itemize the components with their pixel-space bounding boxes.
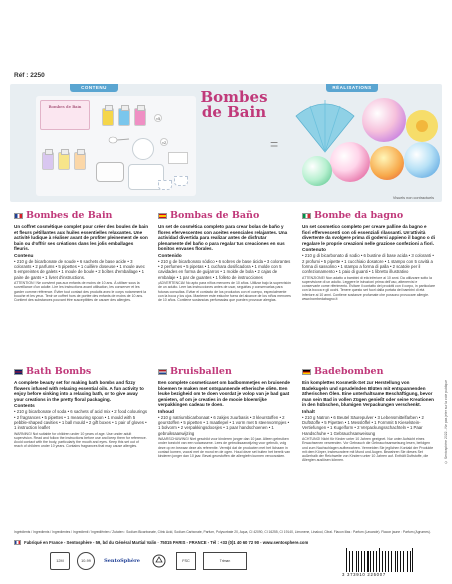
fragrance-bottle-lilac: [42, 152, 54, 170]
contents-en: • 210 g bicarbonate of soda • 6 sachets of acid mix • 2 food colourings • 2 fragrances • 5 pipettes • 1 measuring spoon • 1 mould with 5 pebble-shaped cavities • 1 ball mould • 2 gift boxes • 1 pair of gloves • 1 instruction leaflet: [14, 409, 148, 430]
sentosphere-logo: SentoSphère: [104, 558, 140, 564]
intro-fr: Un coffret cosmétique complet pour créer des boules de bain et fleurs pétillantes aux huiles essentielles relaxantes. Une activité ludique à réaliser avant de profiter pleinement de son bain ou d'offrir ses créations dans les jolis emballages fleuris.: [14, 224, 149, 252]
equals-sign: =: [270, 136, 279, 152]
intro-de: Ein komplettes Kosmetik-Set zur Herstellung von Badekugeln und sprudelnden Blüten mit entspannenden ätherischen Ölen. Eine unterhaltsame Beschäftigung, bevor man sein Bad in vollen Zügen genießt oder seine Kreationen in den hübschen, blumigen Verpackungen verschenkt.: [302, 380, 434, 408]
france-flag-icon: [14, 540, 21, 545]
triman-logo: Triman: [203, 552, 247, 570]
side-copyright: © Sentosphère 2022 - Ne pas jeter sur la voie publique: [444, 380, 448, 465]
contents-it: • 210 g di bicarbonato di sodio • 6 bustine di base acida • 3 coloranti • 2 profumi • 5 pipette • 1 cucchiaio dosatore • 1 stampo con 5 cavità a forma di sassolino • 1 stampo a forma di palla • 2 scatole per il confezionamento • 1 paio di guanti • 1 libretto illustrativo: [302, 253, 434, 274]
fragrance-bottle-yellow: [58, 152, 70, 170]
contents-de: • 210 g Natron • 6 Beutel Säurepulver • 3 Lebensmittelfarben • 2 Duftstoffe • 5 Pipetten • 1 Messlöffel • 1 Formmit 5 Kieselstein-Vertiefungen • 1 Kugelform • 2 Verpackungsschachteln • 1 Paar Handschuhe • 1 Gebrauchsanweisung: [302, 414, 424, 436]
product-box-label: Bombes de Bain: [48, 104, 82, 109]
realisations-label: RÉALISATIONS: [326, 84, 378, 92]
badge-x2: ×2: [161, 140, 167, 145]
banner-title: [194, 90, 274, 120]
column-german: [302, 366, 436, 463]
colorant-bottle-blue: [118, 108, 130, 126]
column-spanish: [158, 210, 292, 302]
fragrance-bottle-orange: [74, 152, 86, 170]
age-10-99-icon: 10-99: [77, 552, 95, 570]
warning-it: ATTENZIONE! Non adatto a bambini di età inferiore ai 10 anni. Da utilizzare sotto la supervisione di un adulto. Leggere le istruzioni prima dell'uso, attenervisi e conservarle come riferimento. Evitare il contatto dei prodotti con il corpo, in particolare con la bocca e gli occhi. Tenere questo set fuori dalla portata dei bambini di età inferiore ai 10 anni. Contiene sostanze profumate che possono provocare allergie. www.bombedabagno.it: [302, 275, 436, 301]
warning-nl: WAARSCHUWING! Niet geschikt voor kinderen jonger dan 10 jaar. Alleen gebruiken onder toezicht van een volwassene. Lees de gebruiksaanwijzing voor gebruik, volg deze op en bewaar deze als referentie. Vermijd dat de producten met het lichaam in contact komen, vooral met de mond en de ogen. Houd deze set buiten het bereik van kinderen jonger dan 10 jaar. Bevat geurstoffen die allergieën kunnen veroorzaken.: [158, 437, 291, 459]
contents-label: CONTENU: [70, 84, 118, 92]
flag-de-icon: [302, 369, 311, 375]
measuring-spoon-icon: [108, 134, 130, 146]
contents-nl: • 210 g natriumbicarbonaat • 6 zakjes zuurbasis • 3 kleurstoffen • 2 geurstoffen • 5 pipetten • 1 maatlepel • 1 vorm met 5 steenvormpjes • 1 bolvorm • 2 verpakkingsdoosjes • 1 paar handschoenen • 1 gebruiksaanwijzing: [158, 414, 290, 436]
gift-box-image-2: [158, 180, 172, 190]
column-title-fr: Bombes de Bain: [14, 210, 148, 221]
product-banner: [10, 84, 442, 202]
barcode: [346, 548, 424, 572]
recycle-icon: [149, 552, 169, 570]
warning-de: ACHTUNG! Nicht für Kinder unter 10 Jahren geeignet. Nur unter Aufsicht eines Erwachsenen verwenden. Vor Gebrauch die Gebrauchsanweisung lesen, befolgen und zum Nachschlagen aufbewahren. Vermeiden Sie jeglichen Kontakt der Produkte mit dem Körper, insbesondere mit Mund und Augen. Bewahren Sie dieses Set außerhalb der Reichweite von Kindern unter 10 Jahren auf. Enthält Duftstoffe, die Allergien auslösen können.: [302, 437, 434, 463]
manufacturer-line: Fabriqué en France - Sentosphère - 59, bd du Général Martial Valin · 75015 PARIS - FRANCE - Tél : +33 (0)1 40 60 72 90 - www.sentosphere.com: [14, 540, 308, 545]
gift-box-image: [174, 176, 188, 186]
column-italian: [302, 210, 436, 301]
column-title-en: Bath Bombs: [14, 366, 148, 377]
flag-nl-icon: [158, 369, 167, 375]
contents-heading-en: Contents: [14, 404, 35, 410]
flag-uk-icon: [14, 369, 23, 375]
bath-bomb-rose: [330, 142, 370, 182]
warning-fr: ATTENTION ! Ne convient pas aux enfants de moins de 10 ans. À utiliser sous la surveillance d'un adulte. Lire les instructions avant utilisation, les conserver et les garder comme référence. Éviter tout contact des produits avec le corps notamment la bouche et les yeux. Tenir ce coffret hors de portée des enfants de moins de 10 ans. Contient des substances pouvant être susceptibles de causer des allergies.: [14, 281, 147, 303]
intro-nl: Een complete cosmeticaset om badbommetjes en bruisende bloemen te maken met ontspannende etherische oliën. Een leuke bezigheid om te doen voordat je volop van je bad gaat genieten, of om je creaties in de mooie bloemrijke verpakkingen cadeau te doen.: [158, 380, 290, 408]
banner-title-line2: de Bain: [201, 103, 267, 121]
warning-es: ¡ADVERTENCIA! No apto para niños menores de 10 años. Utilizar bajo la supervisión de un adulto. Leer las instrucciones antes de usar, seguirlas y conservarlas para futuras consultas. Evitar el contacto de los productos con el cuerpo, especialmente con la boca y los ojos. Mantener este estuche fuera del alcance de los niños menores de 10 años. Contiene sustancias perfumadas que pueden provocar alergias.: [158, 281, 291, 303]
flag-es-icon: [158, 213, 167, 219]
column-dutch: [158, 366, 292, 458]
bath-bomb-green: [302, 156, 332, 186]
product-box-image: [40, 100, 90, 130]
bath-bomb-blue: [404, 142, 440, 178]
badge-x5: ×5: [155, 116, 161, 121]
column-english: [14, 366, 148, 449]
bath-bomb-orange: [370, 146, 404, 180]
bicarbonate-jar: [96, 162, 124, 182]
pao-12m-icon: 12M: [50, 552, 70, 570]
colorant-bottle-yellow: [102, 108, 114, 126]
banner-title-line1: Bombes: [200, 88, 268, 106]
flag-fr-icon: [14, 213, 23, 219]
column-title-es: Bombas de Baño: [158, 210, 292, 221]
column-title-de: Badebomben: [302, 366, 436, 377]
flag-it-icon: [302, 213, 311, 219]
fsc-logo: FSC: [176, 552, 196, 570]
contents-es: • 210 g de bicarbonato sódico • 6 sobres de base ácida • 3 colorantes • 2 perfumes • 5 pipetas • 1 cuchara dosificadora • 1 molde con 5 cavidades en forma de guijarros • 1 molde de bola • 2 cajas de embalaje • 1 par de guantes • 1 folleto de instrucciones: [158, 258, 291, 280]
contents-heading-es: Contenido: [158, 253, 182, 259]
column-title-it: Bombe da bagno: [302, 210, 436, 221]
kit-contents-illustration: [36, 96, 196, 196]
bath-bomb-pink: [362, 98, 406, 142]
contents-heading-it: Contenuto: [302, 248, 326, 254]
column-french: [14, 210, 148, 302]
ball-mould: [132, 138, 154, 160]
intro-it: Un set cosmetico completo per creare palline da bagno e fiori effervescenti con oli essenziali rilassanti. Un'attività divertente da svolgere prima di godersi appieno il bagno o di regalare le proprie creazioni nelle graziose confezioni a fiori.: [302, 224, 435, 246]
barcode-bar: [412, 548, 413, 572]
reference-number: Réf : 2250: [14, 72, 45, 79]
ingredients-text: Ingrédients / Ingredients / Ingredientes / Ingredienti / Ingrediënten / Zutaten : Sodium Bicarbonate, Citric Acid, Sodium Carbonate, Parfum, Polysorbate 20, Aqua, CI 42090, CI 16255, CI 19140, Limonene, Linalool, Citral. Flacon lilas : Parfum (Lavande). Flacon jaune : Parfum (Agrumes).: [14, 530, 431, 534]
barcode-number: 3 373910 225007: [342, 572, 386, 577]
column-title-nl: Bruisballen: [158, 366, 292, 377]
warning-en: WARNING! Not suitable for children under 10 years of age. Use under adult supervision. Read and follow the instructions before use and keep them for reference. Avoid contact with the body, particularly the mouth and eyes. Keep this set out of reach of children under 10 years. Contains fragrances that may cause allergies.: [14, 431, 147, 449]
flower-bomb-yellow: [402, 106, 442, 146]
intro-en: A complete beauty set for making bath bombs and fizzy flowers infused with relaxing essential oils. A fun activity to enjoy before sinking into a relaxing bath, or to give away your creations in the pretty floral packaging.: [14, 380, 144, 402]
contents-fr: • 210 g de bicarbonate de soude • 6 sachets de base acide • 3 colorants • 2 parfums • 5 pipettes • 1 cuillère doseuse • 1 moule avec 5 empreintes de galets • 1 moule de boule • 2 boîtes d'emballage • 1 paire de gants • 1 livret d'instructions.: [14, 258, 145, 280]
visuals-note: Visuels non contractuels: [392, 196, 434, 200]
colorant-bottle-pink: [134, 108, 146, 126]
intro-es: Un set de cosmética completo para crear bolas de baño y flores efervescentes con aceites esenciales relajantes. Una actividad divertida para realizar antes de disfrutar plenamente del baño o para regalar tus creaciones en sus bonitos envases florales.: [158, 224, 288, 252]
certification-logos: [50, 552, 247, 570]
contents-heading-nl: Inhoud: [158, 409, 174, 415]
contents-heading-de: Inhalt: [302, 409, 315, 415]
contents-heading-fr: Contenu: [14, 253, 34, 259]
instruction-leaflet: [168, 152, 188, 164]
